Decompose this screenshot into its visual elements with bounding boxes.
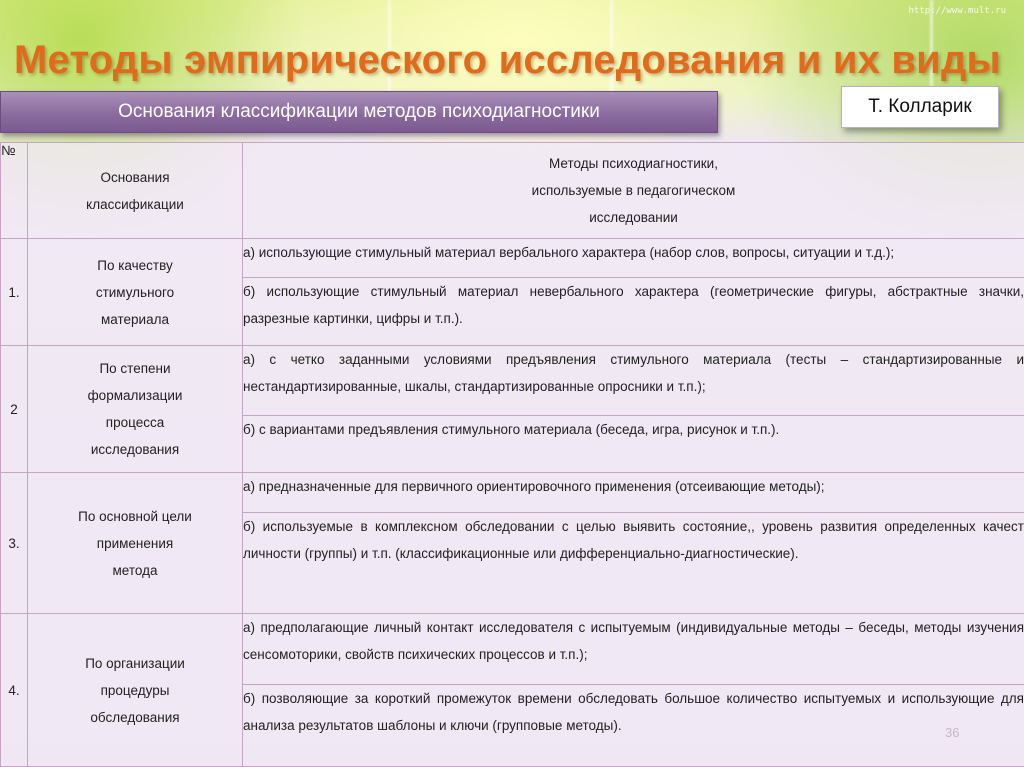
row-basis	[28, 346, 243, 473]
header-number-cell: №	[1, 143, 28, 239]
row-basis	[28, 239, 243, 346]
slide-title: Методы эмпирического исследования и их виды	[14, 38, 1001, 82]
row-basis-text: По организации процедуры обследования	[85, 655, 185, 725]
table-row	[1, 614, 1024, 685]
header-basis-cell	[28, 143, 243, 239]
method-cell: б) использующие стимульный материал невербального характера (геометрические фигуры, абстрактные значки, разрезные картинки, цифры и т.п.).	[243, 278, 1024, 346]
header-basis-text: Основания классификации	[86, 169, 184, 212]
table-header-row	[1, 143, 1024, 239]
row-basis	[28, 614, 243, 767]
row-basis-text: По основной цели применения метода	[78, 508, 192, 578]
table-row	[1, 239, 1024, 278]
row-number: 1.	[1, 239, 28, 346]
table-row	[1, 473, 1024, 513]
row-number: 4.	[1, 614, 28, 767]
method-cell: а) использующие стимульный материал вербального характера (набор слов, вопросы, ситуации и т.д.);	[243, 239, 1024, 278]
row-number: 2	[1, 346, 28, 473]
method-cell: а) предназначенные для первичного ориентировочного применения (отсеивающие методы);	[243, 473, 1024, 513]
table-row	[1, 346, 1024, 416]
header-methods-text: Методы психодиагностики, используемые в педагогическом исследовании	[531, 156, 736, 225]
subtitle-banner	[0, 91, 718, 133]
row-basis-text: По качеству стимульного материала	[95, 257, 175, 327]
method-cell: б) позволяющие за короткий промежуток времени обследовать большое количество испытуемых и использующие для анализа результатов шаблоны и ключи (групповые методы).	[243, 685, 1024, 767]
author-label: Т. Колларик	[841, 86, 999, 128]
method-cell: б) с вариантами предъявления стимульного материала (беседа, игра, рисунок и т.п.).	[243, 416, 1024, 473]
method-cell: а) с четко заданными условиями предъявления стимульного материала (тесты – стандартизированные и нестандартизированные, шкалы, стандартизированные опросники и т.п.);	[243, 346, 1024, 416]
row-number: 3.	[1, 473, 28, 614]
header-methods-cell	[243, 143, 1024, 239]
page-number: 36	[945, 725, 960, 740]
method-cell: б) используемые в комплексном обследовании с целью выявить состояние,, уровень развития определенных качест личности (группы) и т.п. (классификационные или дифференциально-диагностические).	[243, 513, 1024, 614]
row-basis	[28, 473, 243, 614]
classification-table	[0, 142, 1024, 767]
row-basis-text: По степени формализации процесса исследования	[87, 361, 183, 457]
method-cell: а) предполагающие личный контакт исследователя с испытуемым (индивидуальные методы – беседы, методы изучения сенсомоторики, свойств психических процессов и т.п.);	[243, 614, 1024, 685]
subtitle-text: Основания классификации методов психодиагностики	[118, 101, 600, 122]
watermark: http://www.mult.ru	[908, 6, 1006, 16]
